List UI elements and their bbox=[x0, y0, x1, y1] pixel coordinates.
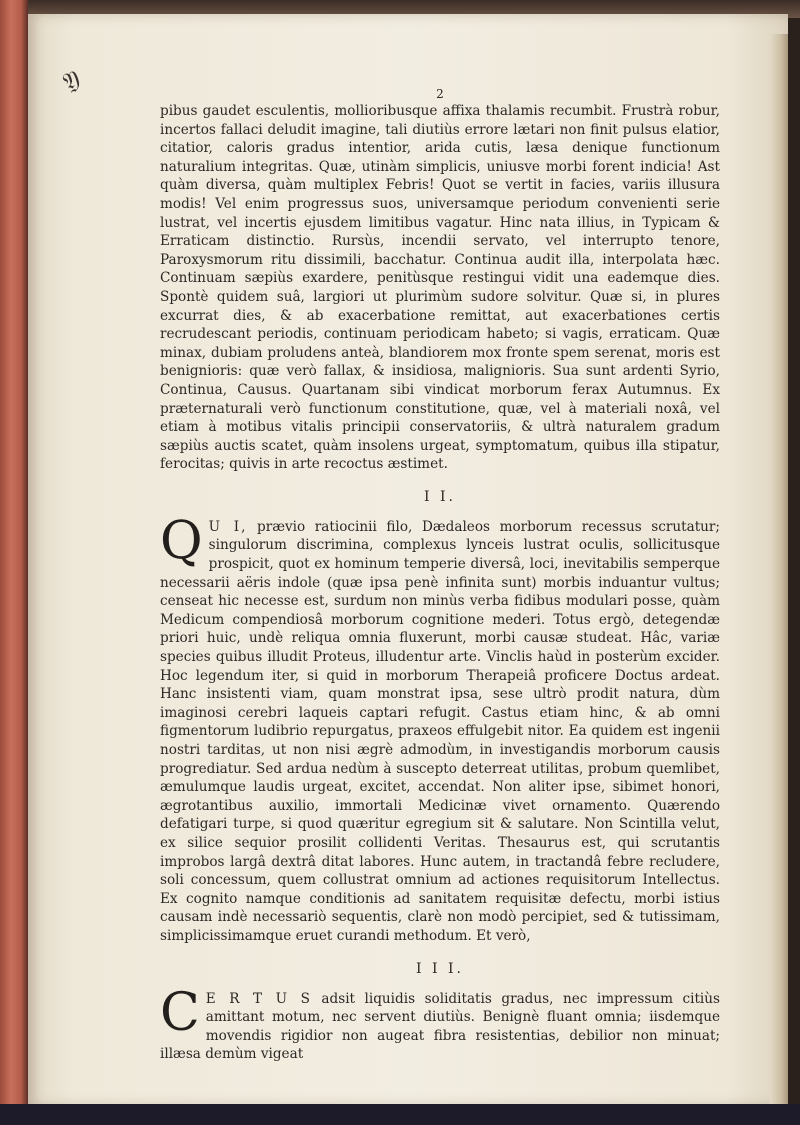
page-fore-edge bbox=[770, 34, 788, 1104]
section-2-lead: U I, bbox=[208, 518, 248, 535]
page-number: 2 bbox=[436, 87, 444, 101]
book-spine-edge bbox=[0, 0, 28, 1110]
background-strip bbox=[0, 1104, 800, 1125]
section-2-paragraph bbox=[160, 510, 721, 946]
page-text bbox=[160, 88, 720, 1064]
drop-cap-letter: C bbox=[160, 982, 200, 1043]
handwritten-mark: 𝔜 bbox=[59, 64, 84, 97]
section-heading-3: I I I. bbox=[416, 960, 464, 977]
section-3-paragraph bbox=[160, 982, 720, 1064]
section-2-text: prævio ratiocinii filo, Dædaleos morborum recessus scrutatur; singulorum discrimina, complexus lynceis lustrat oculis, sollicitusque prospicit, quot ex hominum temperie diversâ, loci, inevitabilis semperque necessarii aëris indole (quæ ipsa penè infinita sunt) morbis induantur vultus; censeat hic necesse est, surdum non minùs verba fidibus modulari posse, quàm Medicum compendiosâ morborum cognitione mederi. Totus ergò, detegendæ priori huic, undè reliqua omnia fluxerunt, morbi causæ studeat. Hâc, variæ species quibus illudit Proteus, illudentur arte. Vinclis haùd in posterùm excider. Hoc legendum iter, si quid in morborum Therapeiâ proficere Doctus ardeat. Hanc insistenti viam, quam monstrat ipsa, sese ultrò prodit natura, dùm imaginosi cerebri laqueis captari refugit. Castus etiam hinc, & ab omni figmentorum ludibrio repurgatus, praxeos effulgebit nitor. Ea quidem est ingenii nostri tarditas, ut non nisi ægrè admodùm, in investigandis morborum causis progrediatur. Sed ardua nedùm à suscepto deterreat utilitas, probum quemlibet, æmulumque laudis urgeat, excitet, accendat. Non aliter ipse, sibimet honori, ægrotantibus auxilio, immortali Medicinæ vivet ornamento. Quærendo defatigari turpe, si quod quæritur egregium sit & salutare. Non Scintilla velut, ex silice sequior prosilit collidenti Veritas. Thesaurus est, qui scrutantis improbos largâ dextrâ ditat labores. Hunc autem, in tractandâ febre recludere, soli concessum, quem collustrat omnium ad actiones requisitorum Intellectus. Ex cognito namque conditionis ad sanitatem requisitæ defectu, morbi istius causam indè necessariò sequentis, clarè non modò percipiet, sed & tutissimam, simplicissimamque eruet curandi methodum. Et verò, bbox=[160, 518, 721, 944]
intro-paragraph: pibus gaudet esculentis, mollioribusque affixa thalamis recumbit. Frustrà robur, incertos fallaci deludit imagine, tali diutiùs errore lætari non finit pulsus elatior, citatior, caloris gradus intentior, arida cutis, læsa denique functionum naturalium integritas. Quæ, utinàm simplicis, uniusve morbi forent indicia! Ast quàm diversa, quàm multiplex Febris! Quot se vertit in facies, variis illusura modis! Vel enim progressus suos, universamque periodum convenienti serie lustrat, vel incertis ejusdem limitibus vagatur. Hinc nata illius, in Typicam & Erraticam distinctio. Rursùs, incendii servato, vel interrupto tenore, Paroxysmorum ritu dissimili, bacchatur. Continua audit illa, interpolata hæc. Continuam sæpiùs exardere, penitùsque restingui vidit una eademque dies. Spontè quidem suâ, largiori ut plurimùm sudore solvitur. Quæ si, in plures excurrat dies, & ab exacerbatione remittat, aut exacerbationes certis recrudescant periodis, continuam periodicam habeto; si vagis, erraticam. Quæ minax, dubiam proludens anteà, blandiorem mox fronte spem serenat, moris est benignioris: quæ verò fallax, & insidiosa, malignioris. Sua sunt ardenti Syrio, Continua, Causus. Quartanam sibi vindicat morborum ferax Autumnus. Ex præternaturali verò functionum constitutione, quæ, vel à materiali noxâ, vel etiam à motibus vitalis principii conservatoriis, & ultrà naturalem gradum sæpiùs auctis scatet, quàm insolens urgeat, symptomatum, quibus illa stipatur, ferocitas; quivis in arte recoctus æstimet. bbox=[160, 103, 720, 473]
section-3-lead: E R T U S bbox=[205, 990, 312, 1007]
section-heading-2: I I. bbox=[424, 488, 456, 505]
drop-cap-letter: Q bbox=[160, 510, 203, 571]
section-3-text: adsit liquidis soliditatis gradus, nec impressum citiùs amittant motum, nec servent diutiùs. Benignè fluant omnia; iisdemque movendis rigidior non augeat fibra resistentias, debilior non minuat; illæsa demùm vigeat bbox=[160, 990, 720, 1063]
